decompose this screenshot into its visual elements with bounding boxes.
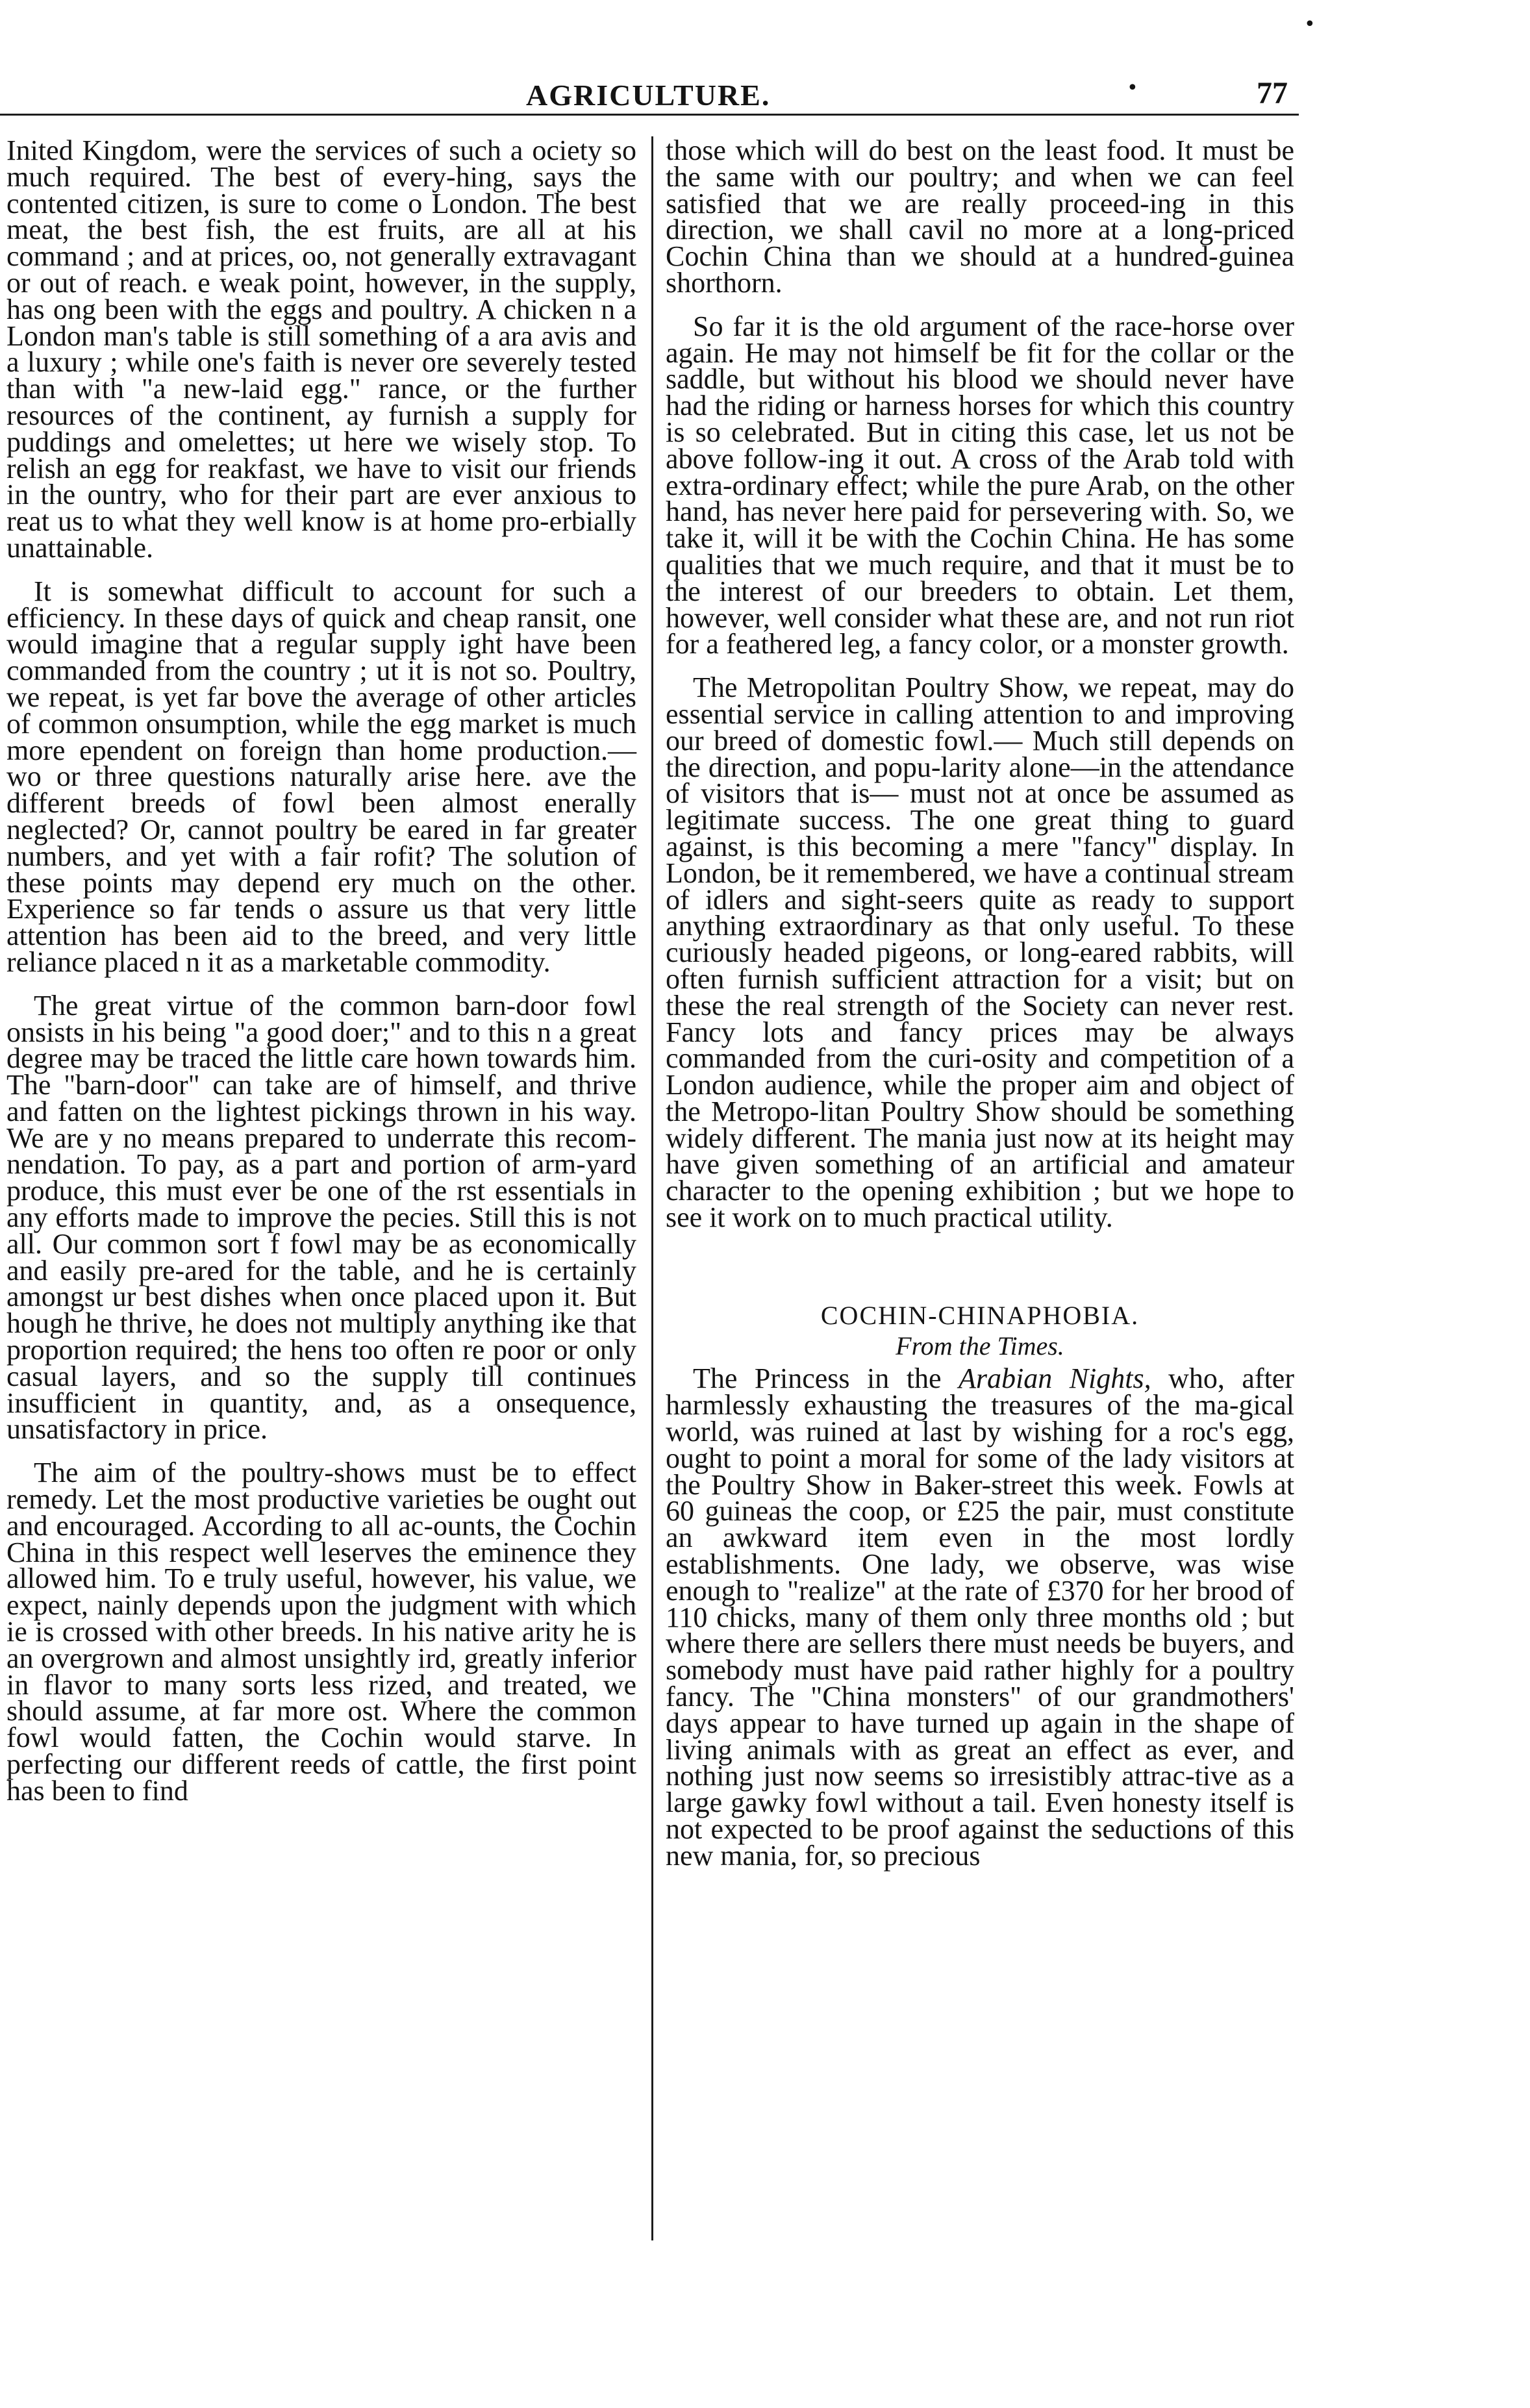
running-head: AGRICULTURE.	[526, 79, 771, 112]
right-paragraph-2: So far it is the old argument of the race-horse over again. He may not himself be fit for the collar or the saddle, but without his blood we should never have had the riding or harness horses for which this country is so celebrated. But in citing this case, let us not be above follow-ing it out. A cross of the Arab told with extra-ordinary effect; while the pure Arab, on the other hand, has never here paid for persevering with. So, we take it, will it be with the Cochin China. He has some qualities that we much require, and that it must be to the interest of our breeders to obtain. Let them, however, well consider what these are, and not run riot for a feathered leg, a fancy color, or a monster growth.	[666, 310, 1294, 660]
left-paragraph-4: The aim of the poultry-shows must be to effect remedy. Let the most productive varieties be ought out and encouraged. According to all ac-ounts, the Cochin China in this respect well leserves the eminence they allowed him. To e truly useful, however, his value, we expect, nainly depends upon the judgment with which ie is crossed with other breeds. In his native arity he is an overgrown and almost unsightly ird, greatly inferior in flavor to many sorts less rized, and treated, we should assume, at far more ost. Where the common fowl would fatten, the Cochin would starve. In perfecting our different reeds of cattle, the first point has been to find	[6, 1457, 636, 1807]
left-paragraph-3: The great virtue of the common barn-door fowl onsists in his being "a good doer;" and to this n a great degree may be traced the little care hown towards him. The "barn-door" can take are of himself, and thrive and fatten on the lightest pickings thrown in his way. We are y no means prepared to underrate this recom-nendation. To pay, as a part and portion of arm-yard produce, this must ever be one of the rst essentials in any efforts made to improve the pecies. Still this is not all. Our common sort f fowl may be as economically and easily pre-ared for the table, and he is certainly amongst ur best dishes when once placed upon it. But hough he thrive, he does not multiply anything ike that proportion required; the hens too often re poor or only casual layers, and so the supply till continues insufficient in quantity, and, as a onsequence, unsatisfactory in price.	[6, 989, 636, 1446]
left-column	[6, 134, 636, 1822]
paragraph-rest: who, after harmlessly exhausting the treasures of the ma-gical world, was ruined at last by wishing for a roc's egg, ought to point a moral for some of the lady visitors at the Poultry Show in Baker-street this week. Fowls at 60 guineas the coop, or £25 the pair, must constitute an awkward item even in the most lordly establishments. One lady, we observe, was wise enough to "realize" at the rate of £370 for her brood of 110 chicks, many of them only three months old ; but where there are sellers there must needs be buyers, and somebody must have paid rather highly for a poultry fancy. The "China monsters" of our grandmothers' days appear to have turned up again in the shape of living animals with as great an effect as ever, and nothing just now seems so irresistibly attrac-tive as a large gawky fowl without a tail. Even honesty itself is not expected to be proof against the seductions of this new mania, for, so precious	[666, 1362, 1294, 1872]
header-rule	[0, 114, 1299, 116]
left-paragraph-2: It is somewhat difficult to account for such a efficiency. In these days of quick and cheap ransit, one would imagine that a regular supply ight have been commanded from the country ; ut it is not so. Poultry, we repeat, is yet far bove the average of other articles of common onsumption, while the egg market is much more ependent on foreign than home production.— wo or three questions naturally arise here. ave the different breeds of fowl been almost enerally neglected? Or, cannot poultry be eared in far greater numbers, and yet with a fair rofit? The solution of these points may depend ery much on the other. Experience so far tends o assure us that very little attention has been aid to the breed, and very little reliance placed n it as a marketable commodity.	[6, 575, 636, 978]
article-source: From the Times.	[896, 1331, 1064, 1361]
right-paragraph-3: The Metropolitan Poultry Show, we repeat, may do essential service in calling attention to and improving our breed of domestic fowl.— Much still depends on the direction, and popu-larity alone—in the attendance of visitors that is— must not at once be assumed as legitimate success. The one great thing to guard against, is this becoming a mere "fancy" display. In London, be it remembered, we have a continual stream of idlers and sight-seers quite as ready to support anything extraordinary as that only useful. To these curiously headed pigeons, or long-eared rabbits, will often furnish sufficient attraction for a visit; but on these the real strength of the Society can never rest. Fancy lots and fancy prices may be always commanded from the curi-osity and competition of a London audience, while the proper aim and object of the Metropo-litan Poultry Show should be something widely different. The mania just now at its height may have given something of an artificial and amateur character to the opening exhibition ; but we hope to see it work on to much practical utility.	[666, 671, 1294, 1234]
paragraph-lead: The Princess in the	[693, 1362, 959, 1395]
right-column	[666, 134, 1294, 1887]
right-paragraph-1: those which will do best on the least food. It must be the same with our poultry; and when we can feel satisfied that we are really proceed-ing in this direction, we shall cavil no more at a long-priced Cochin China than we should at a hundred-guinea shorthorn.	[666, 134, 1294, 299]
page-number: 77	[1257, 76, 1288, 110]
page-header	[0, 71, 1299, 117]
column-divider	[651, 136, 653, 2240]
corner-mark: •	[1304, 13, 1316, 36]
left-paragraph-1: Inited Kingdom, were the services of such a ociety so much required. The best of every-hing, says the contented citizen, is sure to come o London. The best meat, the best fish, the est fruits, are all at his command ; and at prices, oo, not generally extravagant or out of reach. e weak point, however, in the supply, has ong been with the eggs and poultry. A chicken n a London man's table is still something of a ara avis and a luxury ; while one's faith is never ore severely tested than with "a new-laid egg." rance, or the further resources of the continent, ay furnish a supply for puddings and omelettes; ut here we wisely stop. To relish an egg for reakfast, we have to visit our friends in the ountry, who for their part are ever anxious to reat us to what they well know is at home pro-erbially unattainable.	[6, 134, 636, 564]
book-title: Arabian Nights,	[959, 1362, 1151, 1395]
printer-mark: •	[1127, 77, 1138, 99]
article-title: COCHIN-CHINAPHOBIA.	[820, 1300, 1140, 1330]
right-paragraph-4	[666, 1362, 1294, 1872]
